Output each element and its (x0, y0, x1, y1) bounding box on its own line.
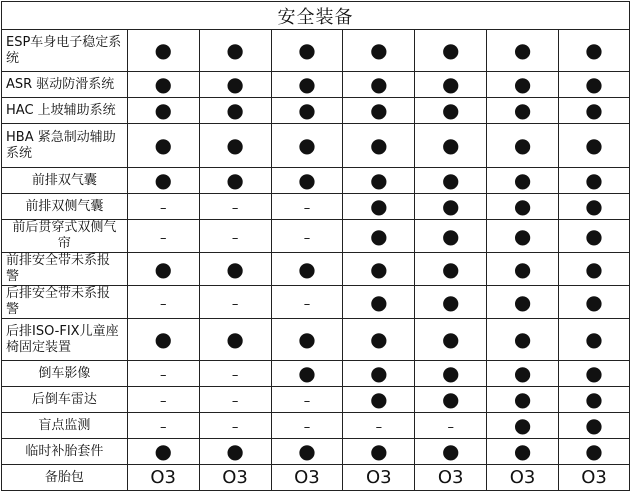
standard-dot: ● (154, 133, 172, 157)
standard-dot: ● (513, 256, 532, 281)
value-cell (415, 124, 487, 168)
value-cell (199, 413, 271, 439)
standard-dot: ● (154, 98, 172, 122)
table-row (2, 465, 630, 491)
standard-dot: ● (298, 439, 316, 463)
not-available-dash: – (231, 230, 239, 246)
standard-dot: ● (513, 72, 532, 96)
standard-dot: ● (226, 98, 244, 122)
value-cell (199, 168, 271, 194)
value-cell (127, 98, 199, 124)
standard-dot: ● (441, 98, 460, 122)
table-row (2, 30, 630, 72)
safety-equipment-table (1, 1, 630, 491)
value-cell (415, 98, 487, 124)
table-row (2, 319, 630, 361)
value-cell (127, 286, 199, 319)
standard-dot: ● (513, 168, 532, 192)
value-cell (271, 387, 343, 413)
standard-dot: ● (441, 168, 460, 192)
standard-dot: ● (370, 289, 388, 314)
value-cell (271, 253, 343, 286)
not-available-dash: – (447, 420, 454, 435)
value-cell (199, 253, 271, 286)
value-cell (343, 220, 415, 253)
standard-dot: ● (370, 223, 388, 248)
value-cell (127, 124, 199, 168)
value-cell (415, 286, 487, 319)
value-cell (199, 124, 271, 168)
value-cell (559, 98, 630, 124)
table-body (2, 30, 630, 491)
table-row (2, 286, 630, 319)
value-cell (127, 30, 199, 72)
value-cell (199, 465, 271, 491)
value-cell (415, 168, 487, 194)
standard-dot: ● (370, 256, 388, 281)
value-cell (127, 168, 199, 194)
standard-dot: ● (226, 439, 244, 463)
feature-name: HBA 紧急制动辅助系统 (2, 124, 128, 168)
value-cell (559, 465, 630, 491)
feature-name: 盲点监测 (2, 413, 128, 439)
value-cell (343, 194, 415, 220)
standard-dot: ● (585, 133, 603, 157)
standard-dot: ● (513, 361, 532, 385)
not-available-dash: – (303, 296, 311, 312)
standard-dot: ● (154, 72, 172, 96)
value-cell (271, 220, 343, 253)
value-cell (487, 220, 559, 253)
standard-dot: ● (441, 194, 460, 218)
standard-dot: ● (298, 72, 316, 96)
standard-dot: ● (441, 223, 460, 248)
value-cell (343, 168, 415, 194)
value-cell (487, 465, 559, 491)
value-cell (415, 361, 487, 387)
value-cell (559, 387, 630, 413)
not-available-dash: – (231, 368, 239, 383)
not-available-dash: – (303, 201, 311, 216)
standard-dot: ● (370, 387, 388, 411)
standard-dot: ● (370, 98, 388, 122)
standard-dot: ● (585, 413, 603, 437)
value-cell (271, 30, 343, 72)
table-row (2, 439, 630, 465)
standard-dot: ● (298, 361, 316, 385)
standard-dot: ● (154, 439, 172, 463)
standard-dot: ● (585, 168, 603, 192)
value-cell (127, 194, 199, 220)
value-cell (199, 220, 271, 253)
value-cell (271, 72, 343, 98)
value-cell (487, 439, 559, 465)
value-cell (343, 387, 415, 413)
value-cell (487, 253, 559, 286)
value-cell (343, 253, 415, 286)
feature-name: 前后贯穿式双侧气帘 (2, 220, 128, 253)
standard-dot: ● (441, 38, 460, 62)
table-row (2, 72, 630, 98)
table-row (2, 361, 630, 387)
value-cell (559, 253, 630, 286)
standard-dot: ● (154, 38, 172, 62)
value-cell (271, 286, 343, 319)
standard-dot: ● (370, 361, 388, 385)
value-cell (127, 439, 199, 465)
standard-dot: ● (441, 387, 460, 411)
feature-name: 倒车影像 (2, 361, 128, 387)
feature-name: ASR 驱动防滑系统 (2, 72, 128, 98)
value-cell (487, 124, 559, 168)
table-row (2, 98, 630, 124)
standard-dot: ● (513, 413, 532, 437)
value-cell (415, 465, 487, 491)
feature-name: 临时补胎套件 (2, 439, 128, 465)
standard-dot: ● (513, 38, 532, 62)
value-cell (199, 361, 271, 387)
option-code: O3 (509, 467, 536, 488)
table-row (2, 413, 630, 439)
table-row (2, 387, 630, 413)
standard-dot: ● (585, 327, 603, 351)
table-title: 安全装备 (2, 2, 630, 30)
feature-name: 后排安全带未系报警 (2, 286, 128, 319)
not-available-dash: – (231, 420, 239, 435)
standard-dot: ● (226, 38, 244, 62)
value-cell (199, 286, 271, 319)
table-row (2, 124, 630, 168)
value-cell (199, 98, 271, 124)
standard-dot: ● (585, 439, 603, 463)
not-available-dash: – (231, 296, 239, 312)
standard-dot: ● (298, 168, 316, 192)
value-cell (343, 98, 415, 124)
value-cell (343, 319, 415, 361)
standard-dot: ● (154, 256, 172, 281)
table-row (2, 168, 630, 194)
value-cell (127, 220, 199, 253)
standard-dot: ● (585, 361, 603, 385)
value-cell (487, 361, 559, 387)
table-row (2, 220, 630, 253)
standard-dot: ● (585, 98, 603, 122)
not-available-dash: – (303, 230, 311, 246)
value-cell (415, 220, 487, 253)
not-available-dash: – (375, 420, 383, 435)
value-cell (343, 465, 415, 491)
option-code: O3 (581, 467, 607, 488)
standard-dot: ● (441, 361, 460, 385)
value-cell (415, 253, 487, 286)
not-available-dash: – (159, 368, 167, 383)
value-cell (487, 387, 559, 413)
option-code: O3 (294, 467, 320, 488)
standard-dot: ● (370, 327, 388, 351)
feature-name: HAC 上坡辅助系统 (2, 98, 128, 124)
standard-dot: ● (585, 72, 603, 96)
value-cell (271, 194, 343, 220)
value-cell (127, 361, 199, 387)
value-cell (271, 124, 343, 168)
not-available-dash: – (159, 201, 167, 216)
value-cell (199, 194, 271, 220)
standard-dot: ● (370, 168, 388, 192)
standard-dot: ● (298, 256, 316, 281)
value-cell (199, 319, 271, 361)
standard-dot: ● (513, 194, 532, 218)
standard-dot: ● (513, 327, 532, 351)
standard-dot: ● (298, 133, 316, 157)
standard-dot: ● (226, 133, 244, 157)
value-cell (559, 124, 630, 168)
standard-dot: ● (298, 327, 316, 351)
value-cell (343, 413, 415, 439)
value-cell (487, 168, 559, 194)
feature-name: 前排双气囊 (2, 168, 128, 194)
value-cell (559, 439, 630, 465)
standard-dot: ● (441, 72, 460, 96)
not-available-dash: – (303, 394, 311, 409)
standard-dot: ● (154, 327, 172, 351)
standard-dot: ● (585, 38, 603, 62)
standard-dot: ● (441, 256, 460, 281)
value-cell (343, 124, 415, 168)
standard-dot: ● (298, 98, 316, 122)
table-title-row (2, 2, 630, 30)
standard-dot: ● (585, 387, 603, 411)
value-cell (559, 220, 630, 253)
standard-dot: ● (226, 256, 244, 281)
value-cell (343, 286, 415, 319)
standard-dot: ● (585, 256, 603, 281)
not-available-dash: – (159, 420, 167, 435)
option-code: O3 (150, 467, 177, 488)
standard-dot: ● (370, 194, 388, 218)
value-cell (271, 413, 343, 439)
value-cell (415, 30, 487, 72)
value-cell (415, 439, 487, 465)
value-cell (199, 72, 271, 98)
standard-dot: ● (441, 327, 460, 351)
value-cell (271, 439, 343, 465)
value-cell (415, 387, 487, 413)
not-available-dash: – (159, 394, 167, 409)
standard-dot: ● (226, 72, 244, 96)
standard-dot: ● (513, 289, 532, 314)
feature-name: ESP车身电子稳定系统 (2, 30, 128, 72)
table-row (2, 253, 630, 286)
value-cell (559, 30, 630, 72)
standard-dot: ● (370, 72, 388, 96)
value-cell (415, 413, 487, 439)
value-cell (199, 439, 271, 465)
value-cell (343, 439, 415, 465)
standard-dot: ● (585, 194, 603, 218)
standard-dot: ● (370, 439, 388, 463)
value-cell (415, 319, 487, 361)
value-cell (127, 387, 199, 413)
value-cell (343, 30, 415, 72)
value-cell (127, 465, 199, 491)
standard-dot: ● (513, 387, 532, 411)
value-cell (559, 319, 630, 361)
value-cell (487, 286, 559, 319)
standard-dot: ● (298, 38, 316, 62)
standard-dot: ● (370, 38, 388, 62)
not-available-dash: – (231, 394, 239, 409)
value-cell (415, 72, 487, 98)
value-cell (487, 194, 559, 220)
not-available-dash: – (303, 420, 311, 435)
standard-dot: ● (585, 223, 603, 248)
value-cell (415, 194, 487, 220)
value-cell (487, 98, 559, 124)
value-cell (127, 253, 199, 286)
value-cell (127, 413, 199, 439)
standard-dot: ● (513, 98, 532, 122)
standard-dot: ● (513, 133, 532, 157)
value-cell (559, 286, 630, 319)
standard-dot: ● (441, 133, 460, 157)
value-cell (271, 465, 343, 491)
standard-dot: ● (441, 439, 460, 463)
value-cell (559, 168, 630, 194)
feature-name: 后倒车雷达 (2, 387, 128, 413)
standard-dot: ● (370, 133, 388, 157)
value-cell (343, 361, 415, 387)
value-cell (199, 387, 271, 413)
standard-dot: ● (226, 168, 244, 192)
feature-name: 后排ISO-FIX儿童座椅固定装置 (2, 319, 128, 361)
value-cell (271, 168, 343, 194)
value-cell (127, 72, 199, 98)
not-available-dash: – (231, 201, 239, 216)
value-cell (487, 30, 559, 72)
standard-dot: ● (226, 327, 244, 351)
feature-name: 前排双侧气囊 (2, 194, 128, 220)
value-cell (343, 72, 415, 98)
value-cell (199, 30, 271, 72)
value-cell (271, 319, 343, 361)
standard-dot: ● (513, 223, 532, 248)
standard-dot: ● (441, 289, 460, 314)
value-cell (271, 98, 343, 124)
standard-dot: ● (154, 168, 172, 192)
feature-name: 备胎包 (2, 465, 128, 491)
option-code: O3 (437, 467, 464, 488)
value-cell (127, 319, 199, 361)
value-cell (487, 72, 559, 98)
table-row (2, 194, 630, 220)
value-cell (487, 319, 559, 361)
value-cell (559, 413, 630, 439)
value-cell (271, 361, 343, 387)
standard-dot: ● (513, 439, 532, 463)
value-cell (559, 361, 630, 387)
value-cell (559, 194, 630, 220)
value-cell (487, 413, 559, 439)
option-code: O3 (222, 467, 248, 488)
standard-dot: ● (585, 289, 603, 314)
not-available-dash: – (159, 296, 167, 312)
feature-name: 前排安全带未系报警 (2, 253, 128, 286)
not-available-dash: – (159, 230, 167, 246)
option-code: O3 (366, 467, 392, 488)
value-cell (559, 72, 630, 98)
